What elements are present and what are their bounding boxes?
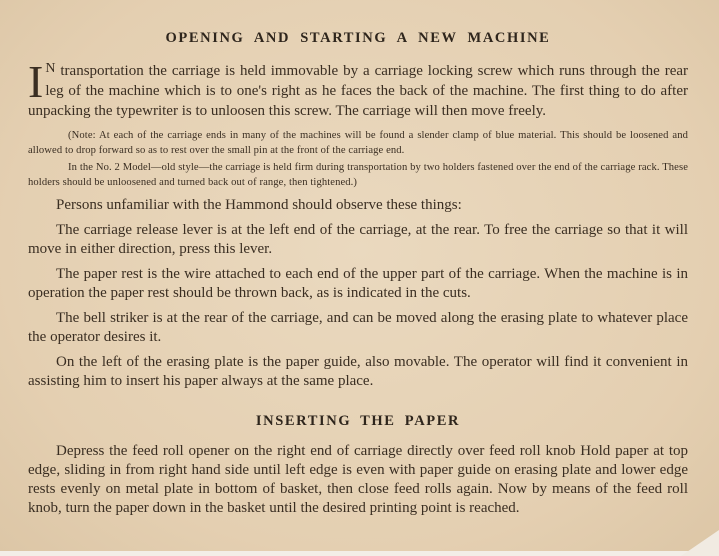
document-content — [28, 30, 688, 518]
note-paragraph: (Note: At each of the carriage ends in many of the machines will be found a slender clamp of blue material. This should be loosened and allowed to drop forward so as to rest over the small pin at the front of the carriage end. — [28, 130, 688, 156]
body-paragraph: The carriage release lever is at the left end of the carriage, at the rear. To free the carriage so that it will move in either direction, press this lever. — [28, 222, 688, 257]
section-heading: OPENING AND STARTING A NEW MACHINE — [165, 30, 551, 46]
drop-cap: I — [28, 56, 44, 107]
drop-cap-second-letter: N — [45, 61, 56, 76]
subsection-heading: INSERTING THE PAPER — [255, 413, 461, 429]
torn-corner — [681, 530, 719, 556]
body-paragraph: Persons unfamiliar with the Hammond should observe these things: — [56, 197, 462, 213]
note-paragraph: In the No. 2 Model—old style—the carriage is held firm during transportation by two holders fastened over the end of the carriage rack. These holders should be unloosened and turned back out of range, then tightened.) — [28, 162, 688, 188]
lead-paragraph — [28, 56, 689, 121]
body-paragraph: The paper rest is the wire attached to each end of the upper part of the carriage. When the machine is in operation the paper rest should be thrown back, as is indicated in the cuts. — [28, 266, 688, 301]
body-paragraph: The bell striker is at the rear of the carriage, and can be moved along the erasing plate to whatever place the operator desires it. — [28, 310, 688, 345]
insert-paper-paragraph: Depress the feed roll opener on the right end of carriage directly over feed roll knob Hold paper at top edge, sliding in from right hand side until left edge is even with paper guide on erasing plate and lower edge rests evenly on metal plate in bottom of basket, then close feed rolls again. Now by means of the feed roll knob, turn the paper down in the basket until the desired printing point is reached. — [28, 443, 688, 516]
body-paragraph: On the left of the erasing plate is the paper guide, also movable. The operator will find it convenient in assisting him to insert his paper always at the same place. — [28, 354, 688, 389]
paper-bottom-edge — [0, 551, 719, 556]
lead-text: transportation the carriage is held immovable by a carriage locking screw which runs through the rear leg of the machine which is to one's right as he faces the back of the machine. The first thing to do after unpacking the typewriter is to unloosen this screw. The carriage will then move freely. — [28, 63, 689, 119]
